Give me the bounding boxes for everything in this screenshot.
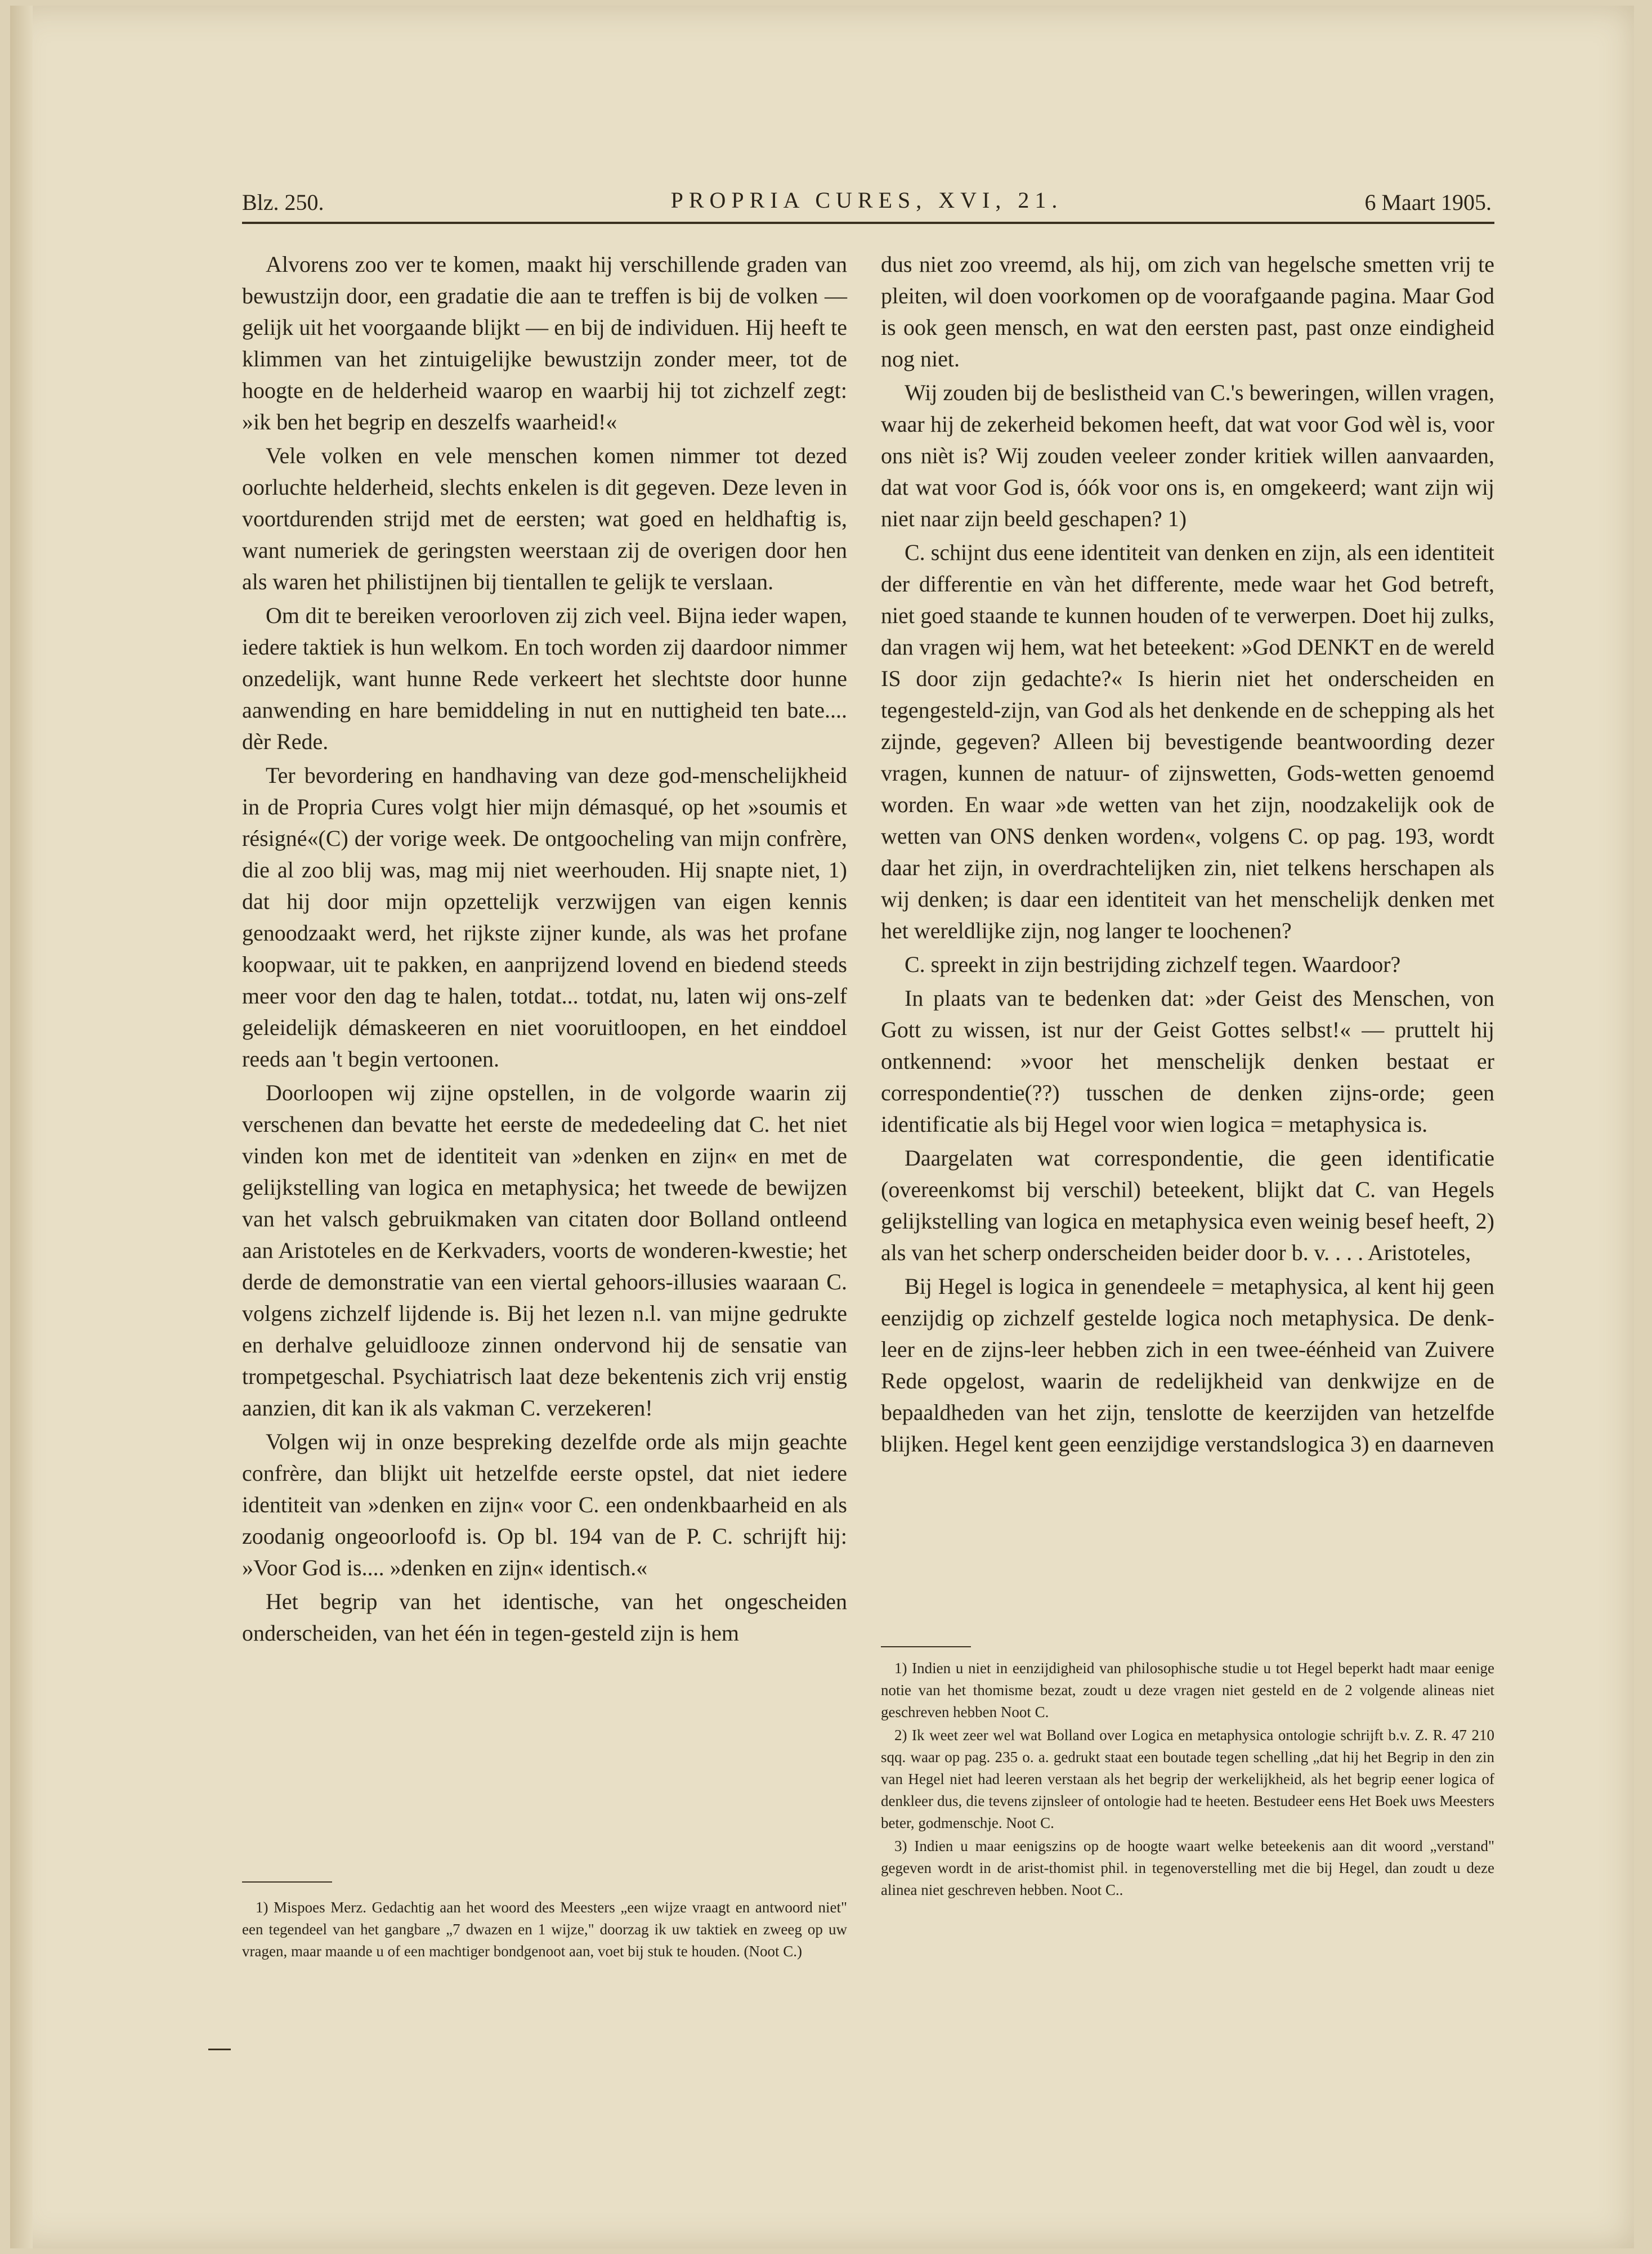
footnote: 1) Mispoes Merz. Gedachtig aan het woord des Meesters „een wijze vraagt en antwoord niet" een tegendeel van het gangbare „7 dwazen en 1 wijze," doorzag ik uw taktiek en zweeg op uw vragen, maar maande u of een machtiger bondgenoot aan, voet bij stuk te houden. (Noot C.) xyxy=(242,1899,847,1960)
journal-title: PROPRIA CURES, XVI, 21. xyxy=(670,187,1063,213)
paragraph: Het begrip van het identische, van het ongescheiden onderscheiden, van het één in tegen-gesteld zijn is hem xyxy=(242,1589,847,1646)
right-column xyxy=(881,249,1494,1462)
paragraph: Vele volken en vele menschen komen nimmer tot dezed oorluchte helderheid, slechts enkelen is dit gegeven. Deze leven in voortdurenden strijd met de eersten; wat goed en heldhaftig is, want numeriek de geringsten weerstaan zij de overigen door hen als waren het philistijnen bij tientallen te gelijk te verslaan. xyxy=(242,443,847,594)
footnote: 2) Ik weet zeer wel wat Bolland over Logica en metaphysica ontologie schrijft b.v. Z. R. 47 210 sqq. waar op pag. 235 o. a. gedrukt staat een boutade tegen schelling „dat hij het Begrip in den zin van Hegel niet had leeren verstaan als het begrip der werkelijkheid, als het begrip eener logica of denkleer dus, die tevens zijnsleer of ontologie had te heeten. Bestudeer eens Het Boek uws Meesters beter, godmenschje. Noot C. xyxy=(881,1727,1494,1831)
paragraph: Om dit te bereiken veroorloven zij zich veel. Bijna ieder wapen, iedere taktiek is hun welkom. En toch worden zij daardoor nimmer onzedelijk, want hunne Rede verkeert het slechtste door hunne aanwending en hare bemiddeling in nut en nuttigheid ten bate.... dèr Rede. xyxy=(242,603,847,754)
paragraph: Alvorens zoo ver te komen, maakt hij verschillende graden van bewustzijn door, een gradatie die aan te treffen is bij de volken — gelijk uit het voorgaande blijkt — en bij de individuen. Hij heeft te klimmen van het zintuigelijke bewustzijn zonder meer, tot de hoogte en de helderheid waarop en waarbij hij tot zichzelf zegt: »ik ben het begrip en deszelfs waarheid!« xyxy=(242,252,847,434)
paragraph: In plaats van te bedenken dat: »der Geist des Menschen, von Gott zu wissen, ist nur der Geist Gottes selbst!« — pruttelt hij ontkennend: »voor het menschelijk denken bestaat er correspondentie(??) tusschen de denken zijns-orde; geen identificatie als bij Hegel voor wien logica = metaphysica is. xyxy=(881,985,1494,1137)
paragraph: Wij zouden bij de beslistheid van C.'s beweringen, willen vragen, waar hij de zekerheid bekomen heeft, dat wat voor God wèl is, voor ons nièt is? Wij zouden veeleer zonder kritiek willen aanvaarden, dat wat voor God is, óók voor ons is, en omgekeerd; want zijn wij niet naar zijn beeld geschapen? 1) xyxy=(881,380,1494,531)
page-number: Blz. 250. xyxy=(242,190,324,215)
header-rule xyxy=(242,222,1494,224)
paragraph: Daargelaten wat correspondentie, die geen identificatie (overeenkomst bij verschil) beteekent, blijkt dat C. van Hegels gelijkstelling van logica en metaphysica even weinig besef heeft, 2) als van het scherp onderscheiden beider door b. v. . . . Aristoteles, xyxy=(881,1145,1494,1265)
paragraph: dus niet zoo vreemd, als hij, om zich van hegelsche smetten vrij te pleiten, wil doen voorkomen op de voorafgaande pagina. Maar God is ook geen mensch, en wat den eersten past, past onze eindigheid nog niet. xyxy=(881,252,1494,371)
footnotes-right xyxy=(881,1657,1494,1902)
paragraph: Volgen wij in onze bespreking dezelfde orde als mijn geachte confrère, dan blijkt uit hetzelfde eerste opstel, dat niet iedere identiteit van »denken en zijn« voor C. een ondenkbaarheid en als zoodanig ongeoorloofd is. Op bl. 194 van de P. C. schrijft hij: »Voor God is.... »denken en zijn« identisch.« xyxy=(242,1429,847,1580)
paragraph: Doorloopen wij zijne opstellen, in de volgorde waarin zij verschenen dan bevatte het eerste de mededeeling dat C. het niet vinden kon met de identiteit van »denken en zijn« en met de gelijkstelling van logica en metaphysica; het tweede de bewijzen van het valsch gebruikmaken van citaten door Bolland ontleend aan Aristoteles en de Kerkvaders, voorts de wonderen-kwestie; het derde de demonstratie van een viertal gehoors-illusies waaraan C. volgens zichzelf lijdende is. Bij het lezen n.l. van mijne gedrukte en derhalve geluidlooze zinnen ondervond hij de sensatie van trompetgeschal. Psychiatrisch laat deze bekentenis zich vrij enstig aanzien, dit kan ik als vakman C. verzekeren! xyxy=(242,1080,847,1420)
page-edge xyxy=(10,6,33,2248)
paragraph: Ter bevordering en handhaving van deze god-menschelijkheid in de Propria Cures volgt hier mijn démasqué, op het »soumis et résigné«(C) der vorige week. De ontgoocheling van mijn confrère, die al zoo blij was, mag mij niet weerhouden. Hij snapte niet, 1) dat hij door mijn opzettelijk verzwijgen van eigen kennis genoodzaakt werd, het rijkste zijner kunde, als was het profane koopwaar, uit te pakken, en aanprijzend lovend en biedend steeds meer voor den dag te halen, totdat... totdat, nu, laten wij ons-zelf geleidelijk démaskeeren en niet vooruitloopen, en het einddoel reeds aan 't begin vertoonen. xyxy=(242,763,847,1072)
left-column xyxy=(242,249,847,1651)
paragraph: C. spreekt in zijn bestrijding zichzelf tegen. Waardoor? xyxy=(905,952,1401,977)
issue-date: 6 Maart 1905. xyxy=(1364,190,1492,215)
paragraph: Bij Hegel is logica in genendeele = metaphysica, al kent hij geen eenzijdig op zichzelf gestelde logica noch metaphysica. De denk-leer en de zijns-leer hebben zich in een twee-éénheid van Zuivere Rede opgelost, waarin de redelijkheid van denkwijze en de bepaaldheden van het zijn, tenslotte de keerzijden van hetzelfde blijken. Hegel kent geen eenzijdige verstandslogica 3) en daarneven xyxy=(881,1274,1494,1457)
footnote: 1) Indien u niet in eenzijdigheid van philosophische studie u tot Hegel beperkt hadt maar eenige notie van het thomisme bezat, zoudt u deze vragen niet gesteld en de 2 volgende alineas niet geschreven hebben Noot C. xyxy=(881,1660,1494,1720)
footnotes-left xyxy=(242,1897,847,1964)
margin-mark xyxy=(208,2049,231,2050)
footnote: 3) Indien u maar eenigszins op de hoogte waart welke beteekenis aan dit woord „verstand" gegeven wordt in de arist-thomist phil. in tegenoverstelling met die bij Hegel, dan zoudt u deze alinea niet geschreven hebben. Noot C.. xyxy=(881,1838,1494,1898)
footnote-rule xyxy=(242,1881,332,1883)
footnote-rule xyxy=(881,1646,971,1647)
running-header xyxy=(242,179,1492,224)
paragraph: C. schijnt dus eene identiteit van denken en zijn, als een identiteit der differentie en vàn het differente, mede waar het God betreft, niet goed staande te kunnen houden of te verwerpen. Doet hij zulks, dan vragen wij hem, wat het beteekent: »God DENKT en de wereld IS door zijn gedachte?« Is hierin niet het onderscheiden en tegengesteld-zijn, van God als het denkende en de schepping als het zijnde, gegeven? Alleen bij bevestigende beantwoording dezer vragen, kunnen de natuur- of zijnswetten, Gods-wetten genoemd worden. En waar »de wetten van het zijn, noodzakelijk ook de wetten van ONS denken worden«, volgens C. op pag. 193, wordt daar het zijn, in overdrachtelijken zin, niet telkens herschapen als wij denken; is daar een identiteit van het menschelijk denken met het wereldlijke zijn, nog langer te loochenen? xyxy=(881,540,1494,943)
